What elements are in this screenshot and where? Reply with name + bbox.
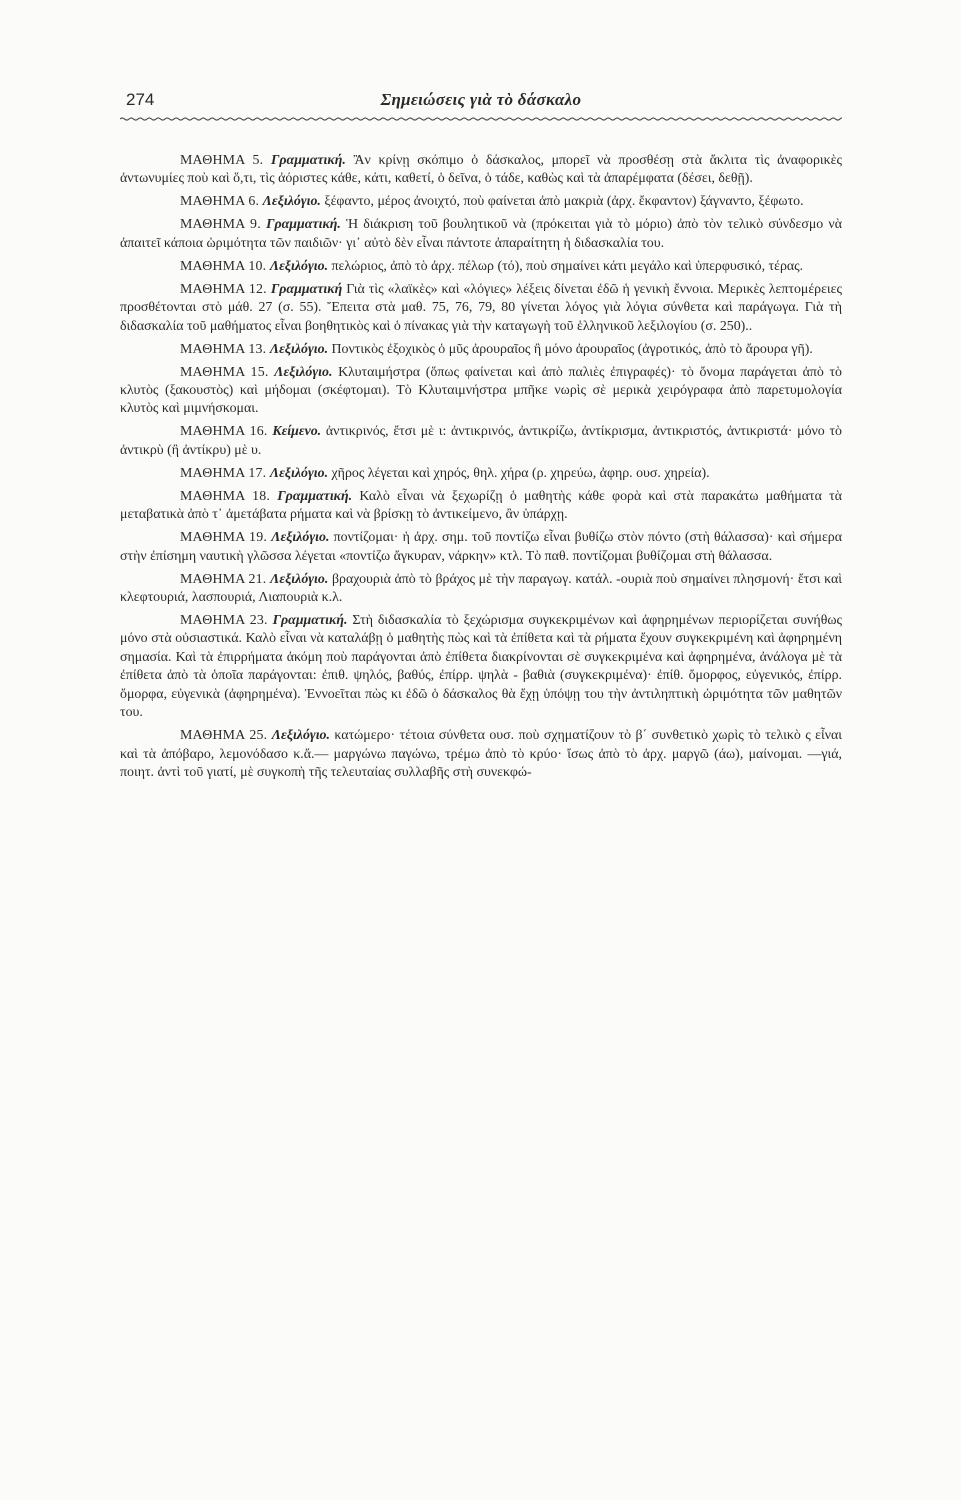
entry-lesson-9 [120,216,842,253]
entry-text: Κλυταιμήστρα (ὅπως φαίνεται καὶ ἀπὸ παλιὲς ἐπιγραφές)· τὸ ὄνομα παράγεται ἀπὸ τὸ κλυτὸς (ξακουστὸς) καὶ μήδομαι (σκέφτομαι). Τὸ Κλυταιμνήστρα μπῆκε νωρὶς σὲ μερικὰ χειρόγραφα ἀπὸ παρετυμολογία κλυτὸς καὶ μιμνήσκομαι. [120,364,842,417]
entry-text: ξέφαντο, μέρος ἀνοιχτό, ποὺ φαίνεται ἀπὸ μακριὰ (ἀρχ. ἔκφαντον) ξάγναντο, ξέφωτο. [320,194,804,210]
section-name: Γραμματική. [266,217,341,233]
lesson-label: ΜΑΘΗΜΑ 5. [180,153,264,168]
lesson-label: ΜΑΘΗΜΑ 23. [180,613,268,629]
entry-lesson-23 [120,612,842,722]
lesson-label: ΜΑΘΗΜΑ 19. [180,530,268,546]
entry-lesson-12 [120,281,842,336]
entry-lesson-6 [120,193,842,211]
entry-lesson-19 [120,529,842,566]
entry-text: βραχουριὰ ἀπὸ τὸ βράχος μὲ τὴν παραγωγ. κατάλ. -ουριὰ ποὺ σημαίνει πλησμονή· ἔτσι καὶ κλεφτουριά, λασπουριά, Λιαπουριὰ κ.λ. [120,571,843,606]
entry-text: χῆρος λέγεται καὶ χηρός, θηλ. χήρα (ρ. χηρεύω, ἀφηρ. ουσ. χηρεία). [328,465,710,481]
entry-text: πελώριος, ἀπὸ τὸ ἀρχ. πέλωρ (τό), ποὺ σημαίνει κάτι μεγάλο καὶ ὑπερφυσικό, τέρας. [328,258,804,274]
section-name: Λεξιλόγιο. [269,465,329,481]
lesson-label: ΜΑΘΗΜΑ 13. [180,341,267,357]
section-name: Λεξιλόγιο. [271,728,330,744]
entry-text: ποντίζομαι· ἡ ἀρχ. σημ. τοῦ ποντίζω εἶναι βυθίζω στὸν πόντο (στὴ θάλασσα)· καὶ σήμερα στὴν ἐπίσημη ναυτικὴ γλῶσσα λέγεται «ποντίζω ἄγκυραν, νάρκην» κτλ. Τὸ παθ. ποντίζομαι βυθίζομαι στὴ θάλασσα. [120,530,842,564]
lesson-label: ΜΑΘΗΜΑ 12. [180,281,267,297]
entry-text: κατώμερο· τέτοια σύνθετα ουσ. ποὺ σχηματίζουν τὸ β΄ συνθετικὸ χωρὶς τὸ τελικὸ ς εἶναι καὶ τὰ ἀπόβαρο, λεμονόδασο κ.ἄ.— μαργώνω παγώνω, τρέμω ἀπὸ τὸ κρύο· ἴσως ἀπὸ τὸ ἀρχ. μαργῶ (άω), μαίνομαι. —γιά, ποιητ. ἀντὶ τοῦ γιατί, μὲ συγκοπὴ τῆς τελευταίας συλλαβῆς στὴ συνεκφώ- [120,728,843,780]
entry-text: Ἡ διάκριση τοῦ βουλητικοῦ νὰ (πρόκειται γιὰ τὸ μόριο) ἀπὸ τὸν τελικὸ σύνδεσμο νὰ ἀπαιτεῖ κάποια ὡριμότητα τῶν παιδιῶν· γι᾿ αὐτὸ δὲν εἶναι πάντοτε ἀπαραίτητη ἡ διδασκαλία του. [120,217,842,251]
section-name: Γραμματική. [271,153,346,168]
section-name: Γραμματική. [277,488,353,504]
entry-lesson-16 [120,423,842,460]
entry-lesson-10 [120,258,842,276]
page-header [120,88,842,114]
section-name: Λεξιλόγιο. [274,364,333,380]
lesson-label: ΜΑΘΗΜΑ 9. [180,217,261,233]
section-name: Λεξιλόγιο. [270,571,329,587]
section-name: Λεξιλόγιο. [262,194,321,210]
section-name: Λεξιλόγιο. [269,258,329,274]
entry-text: Καλὸ εἶναι νὰ ξεχωρίζῃ ὁ μαθητὴς κάθε φορὰ καὶ στὰ παρακάτω μαθήματα τὰ μεταβατικὰ ἀπὸ τ᾿ ἀμετάβατα ρήματα καὶ νὰ βρίσκῃ τὸ ἀντικείμενο, ἂν ὑπάρχῃ. [120,488,842,523]
entry-lesson-18 [120,488,842,525]
entry-lesson-13 [120,341,842,359]
section-name: Γραμματική. [272,613,348,629]
notes-body [120,152,842,787]
lesson-label: ΜΑΘΗΜΑ 6. [180,194,260,210]
section-name: Γραμματική [270,281,343,297]
page-number: 274 [126,90,155,109]
entry-text: Ποντικὸς ἐξοχικὸς ὁ μῦς ἀρουραῖος ἢ μόνο ἀρουραῖος (ἀγροτικός, ἀπὸ τὸ ἄρουρα γῆ). [328,341,813,357]
entry-lesson-15 [120,364,842,419]
lesson-label: ΜΑΘΗΜΑ 16. [180,424,268,440]
lesson-label: ΜΑΘΗΜΑ 10. [180,258,267,274]
entry-text: ἀντικρινός, ἔτσι μὲ ι: ἀντικρινός, ἀντικρίζω, ἀντίκρισμα, ἀντικριστός, ἀντικριστά· μόνο τὸ ἀντικρὺ (ἢ ἀντίκρυ) μὲ υ. [120,424,842,458]
entry-lesson-5 [120,152,842,189]
lesson-label: ΜΑΘΗΜΑ 15. [180,364,269,380]
entry-lesson-21 [120,571,842,608]
section-name: Λεξιλόγιο. [271,530,330,546]
entry-text: Ἂν κρίνῃ σκόπιμο ὁ δάσκαλος, μπορεῖ νὰ προσθέσῃ στὰ ἄκλιτα τὶς ἀναφορικὲς ἀντωνυμίες ποὺ καὶ ὅ,τι, τὶς ἀόριστες κάθε, κάτι, καθετί, ὁ δεῖνα, ὁ τάδε, καθὼς καὶ τὰ ἀπαρέμφατα (δέσει, δεθῇ). [120,153,842,187]
lesson-label: ΜΑΘΗΜΑ 21. [180,571,267,587]
lesson-label: ΜΑΘΗΜΑ 25. [180,728,268,744]
entry-text: Γιὰ τὶς «λαϊκὲς» καὶ «λόγιες» λέξεις δίνεται ἐδῶ ἡ γενικὴ ἔννοια. Μερικὲς λεπτομέρειες προσθέτονται στὸ μάθ. 27 (σ. 55). Ἔπειτα στὰ μαθ. 75, 76, 79, 80 γίνεται λόγος γιὰ λόγια σύνθετα καὶ παράγωγα. Γιὰ τὴ διδασκαλία τοῦ μαθήματος εἶναι βοηθητικὸς καὶ ὁ πίνακας γιὰ τὴν καταγωγὴ τοῦ ἑλληνικοῦ λεξιλογίου (σ. 250).. [120,281,843,334]
entry-lesson-25 [120,727,842,782]
lesson-label: ΜΑΘΗΜΑ 17. [180,465,267,481]
section-name: Λεξιλόγιο. [269,341,329,357]
entry-text: Στὴ διδασκαλία τὸ ξεχώρισμα συγκεκριμένων καὶ ἀφηρημένων περιορίζεται συνήθως μόνο στὰ οὐσιαστικά. Καλὸ εἶναι νὰ καταλάβῃ ὁ μαθητὴς πὼς καὶ τὰ ἐπίθετα καὶ τὰ ρήματα ἔχουν συγκεκριμένη καὶ ἀφηρημένη σημασία. Καὶ τὰ ἐπιρρήματα ἀκόμη ποὺ παράγονται ἀπὸ ἐπίθετα διακρίνονται σὲ συγκεκριμένα καὶ ἀφηρημένα, ἀνάλογα μὲ τὰ ἐπίθετα ἀπὸ τὰ ὁποῖα παράγονται: ἐπιθ. ψηλός, βαθύς, ἐπίρρ. ψηλὰ - βαθιὰ (συγκεκριμένα)· ἐπίθ. ὄμορφος, εὐγενικός, ἐπίρρ. ὄμορφα, εὐγενικὰ (ἀφηρημένα). Ἐννοεῖται πὼς κι ἐδῶ ὁ δάσκαλος θὰ ἔχῃ ὑπόψῃ του τὴν ἀντιληπτικὴ ὡριμότητα τῶν μαθητῶν του. [120,613,842,721]
lesson-label: ΜΑΘΗΜΑ 18. [180,488,271,504]
running-title: Σημειώσεις γιὰ τὸ δάσκαλο [380,90,582,109]
section-name: Κείμενο. [272,424,322,440]
wavy-header-rule [120,115,842,123]
entry-lesson-17 [120,465,842,483]
